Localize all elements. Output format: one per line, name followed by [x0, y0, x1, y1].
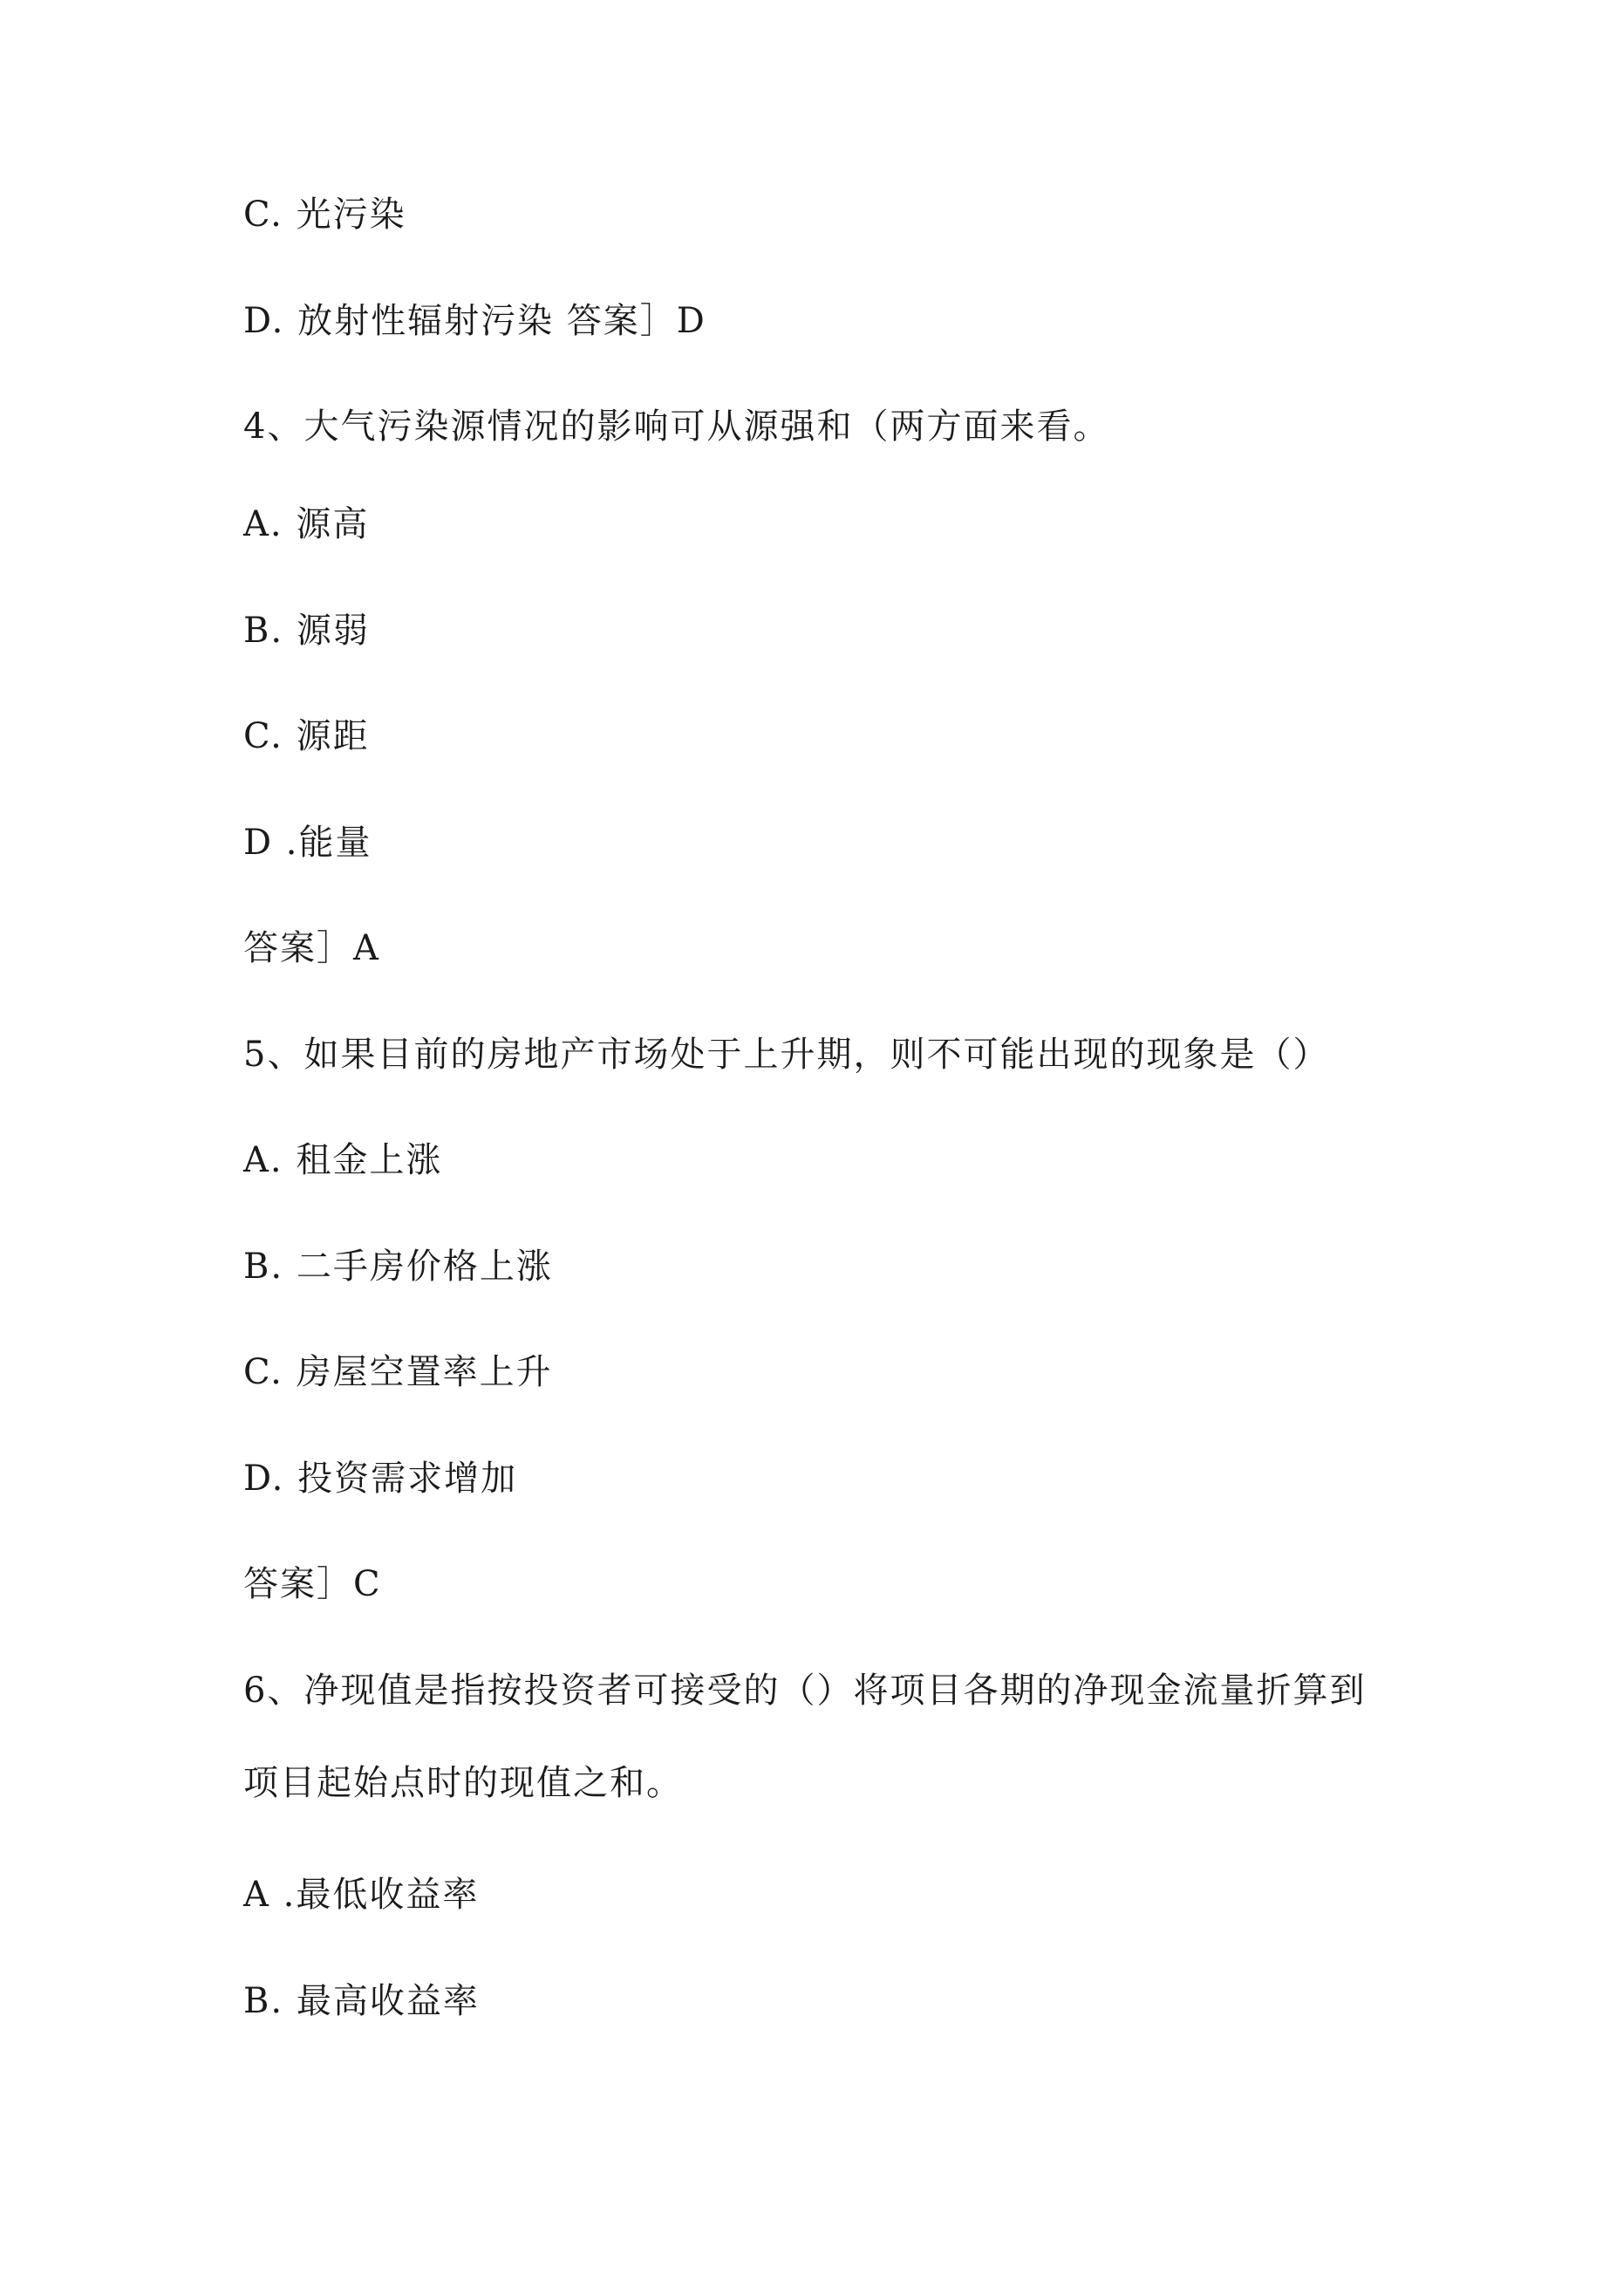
q5-option-c: C. 房屋空置率上升 [243, 1352, 553, 1392]
q5-option-a: A. 租金上涨 [243, 1140, 443, 1180]
q5-option-b: B. 二手房价格上涨 [243, 1247, 553, 1287]
q6-option-a: A .最低收益率 [243, 1875, 480, 1915]
q5-option-d: D. 投资需求增加 [243, 1459, 518, 1499]
q6-option-b: B. 最高收益率 [243, 1981, 480, 2021]
question-6-line-2: 项目起始点时的现值之和。 [243, 1763, 683, 1803]
q4-answer: 答案］A [243, 928, 380, 968]
question-6-line-1: 6、净现值是指按投资者可接受的（）将项目各期的净现金流量折算到 [243, 1671, 1367, 1711]
q4-option-d: D .能量 [243, 823, 372, 863]
q4-option-b: B. 源弱 [243, 611, 370, 651]
q5-answer: 答案］C [243, 1564, 382, 1604]
question-5: 5、如果目前的房地产市场处于上升期，则不可能出现的现象是（） [243, 1035, 1330, 1075]
option-c-light-pollution: C. 光污染 [243, 195, 406, 235]
option-d-radiation-with-answer: D. 放射性辐射污染 答案］D [243, 301, 706, 341]
q4-option-c: C. 源距 [243, 716, 370, 756]
question-4: 4、大气污染源情况的影响可从源强和（两方面来看。 [243, 407, 1110, 447]
q4-option-a: A. 源高 [243, 504, 370, 544]
